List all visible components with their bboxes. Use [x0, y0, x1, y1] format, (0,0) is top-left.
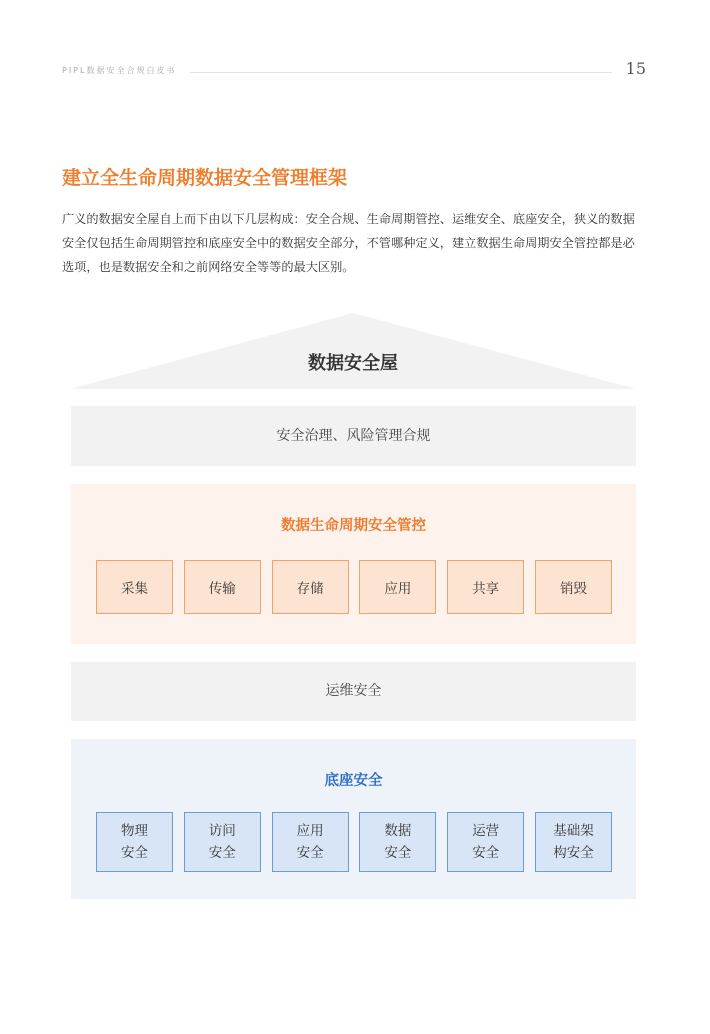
page-header [62, 58, 648, 82]
document-title: PIPL数据安全合规白皮书 [62, 66, 177, 75]
layer-governance: 安全治理、风险管理合规 [71, 406, 636, 466]
foundation-operations: 运营 安全 [447, 812, 524, 872]
foundation-physical: 物理 安全 [96, 812, 173, 872]
layer-operations: 运维安全 [71, 662, 636, 721]
lifecycle-stage-destroy: 销毁 [535, 560, 612, 614]
lifecycle-stages [96, 560, 612, 614]
layer-foundation [71, 739, 636, 899]
header-divider [190, 72, 612, 73]
lifecycle-stage-store: 存储 [272, 560, 349, 614]
foundation-application: 应用 安全 [272, 812, 349, 872]
foundation-infrastructure: 基础架 构安全 [535, 812, 612, 872]
lifecycle-stage-collect: 采集 [96, 560, 173, 614]
foundation-title: 底座安全 [324, 773, 383, 789]
lifecycle-title: 数据生命周期安全管控 [281, 518, 426, 534]
lifecycle-stage-share: 共享 [447, 560, 524, 614]
page-number: 15 [625, 59, 646, 78]
foundation-data: 数据 安全 [359, 812, 436, 872]
section-heading: 建立全生命周期数据安全管理框架 [62, 167, 348, 189]
roof-title: 数据安全屋 [308, 353, 398, 374]
lifecycle-stage-transmit: 传输 [184, 560, 261, 614]
foundation-items [96, 812, 612, 872]
body-paragraph: 广义的数据安全屋自上而下由以下几层构成：安全合规、生命周期管控、运维安全、底座安全，狭义的数据安全仅包括生命周期管控和底座安全中的数据安全部分，不管哪种定义，建立数据生命周期安全管控都是必选项，也是数据安全和之前网络安全等等的最大区别。 [62, 212, 635, 274]
layer-lifecycle [71, 484, 636, 644]
lifecycle-stage-use: 应用 [359, 560, 436, 614]
foundation-access: 访问 安全 [184, 812, 261, 872]
